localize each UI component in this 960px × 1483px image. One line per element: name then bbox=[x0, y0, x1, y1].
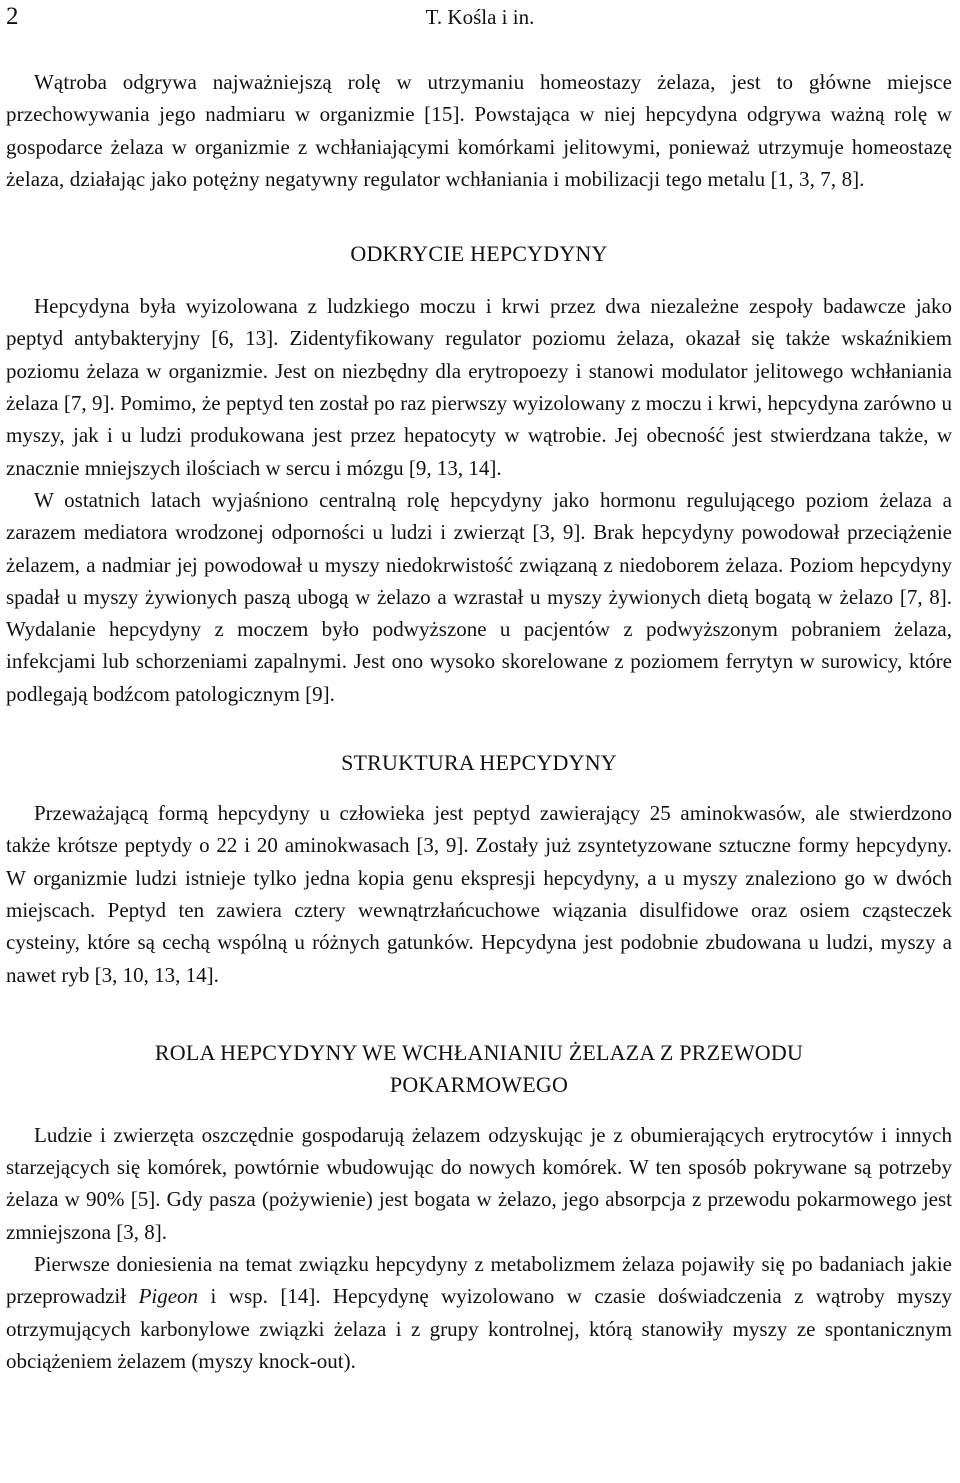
section-heading-structure: STRUKTURA HEPCYDYNY bbox=[341, 750, 617, 776]
body-paragraph: W ostatnich latach wyjaśniono centralną rolę hepcydyny jako hormonu regulującego poziom żelaza a zarazem mediatora wrodzonej odporności u ludzi i zwierząt [3, 9]. Brak hepcydyny powodował przeciążenie żelazem, a nadmiar jej powodował u myszy niedokrwistość związaną z niedoborem żelaza. Poziom hepcydyny spadał u myszy żywionych paszą ubogą w żelazo a wzrastał u myszy żywionych dietą bogatą w żelazo [7, 8]. Wydalanie hepcydyny z moczem było podwyższone u pacjentów z podwyższonym pobraniem żelaza, infekcjami lub schorzeniami zapalnymi. Jest ono wysoko skorelowane z poziomem ferrytyn w surowicy, które podlegają bodźcom patologicznym [9]. bbox=[6, 487, 952, 706]
section-heading-absorption bbox=[6, 1037, 952, 1101]
section-heading-discovery: ODKRYCIE HEPCYDYNY bbox=[350, 241, 608, 267]
text-run: i wsp. [14]. Hepcydynę wyizolowano w czasie doświadczenia z wątroby myszy otrzymujących karbonylowe związki żelaza i z grupy kontrolnej, którą stanowiły myszy ze spontanicznym obciążeniem żelazem (myszy knock-out). bbox=[6, 1284, 952, 1373]
body-paragraph: Hepcydyna była wyizolowana z ludzkiego moczu i krwi przez dwa niezależne zespoły badawcze jako peptyd antybakteryjny [6, 13]. Zidentyfikowany regulator poziomu żelaza, okazał się także wskaźnikiem poziomu żelaza w organizmie. Jest on niezbędny dla erytropoezy i stanowi modulator jelitowego wchłaniania żelaza [7, 9]. Pomimo, że peptyd ten został po raz pierwszy wyizolowany z moczu i krwi, hepcydyna zarówno u myszy, jak i u ludzi produkowana jest przez hepatocyty w wątrobie. Jej obecność jest stwierdzana także, w znacznie mniejszych ilościach w sercu i mózgu [9, 13, 14]. bbox=[6, 294, 952, 480]
body-paragraph bbox=[6, 1248, 952, 1377]
body-paragraph: Przeważającą formą hepcydyny u człowieka jest peptyd zawierający 25 aminokwasów, ale stwierdzono także krótsze peptydy o 22 i 20 aminokwasach [3, 9]. Zostały już zsyntetyzowane sztuczne formy hepcydyny. W organizmie ludzi istnieje tylko jedna kopia genu ekspresji hepcydyny, a u myszy znaleziono go w dwóch miejscach. Peptyd ten zawiera cztery wewnątrzłańcuchowe wiązania disulfidowe oraz osiem cząsteczek cysteiny, które są cechą wspólną u różnych gatunków. Hepcydyna jest podobnie zbudowana u ludzi, myszy a nawet ryb [3, 10, 13, 14]. bbox=[6, 801, 952, 987]
intro-paragraph: Wątroba odgrywa najważniejszą rolę w utrzymaniu homeostazy żelaza, jest to główne miejsce przechowywania jego nadmiaru w organizmie [15]. Powstająca w niej hepcydyna odgrywa ważną rolę w gospodarce żelaza w organizmie z wchłaniającymi komórkami jelitowymi, ponieważ utrzymuje homeostazę żelaza, działając jako potężny negatywny regulator wchłaniania i mobilizacji tego metalu [1, 3, 7, 8]. bbox=[6, 70, 952, 191]
body-paragraph: Ludzie i zwierzęta oszczędnie gospodarują żelazem odzyskując je z obumierających erytrocytów i innych starzejących się komórek, powtórnie wbudowując do nowych komórek. W ten sposób pokrywane są potrzeby żelaza w 90% [5]. Gdy pasza (pożywienie) jest bogata w żelazo, jego absorpcja z przewodu pokarmowego jest zmniejszona [3, 8]. bbox=[6, 1122, 952, 1244]
author-name-italic: Pigeon bbox=[138, 1284, 199, 1309]
text-run: Pierwsze doniesienia na temat związku hepcydyny z metabolizmem żelaza pojawiły się po badaniach jakie przeprowadził bbox=[6, 1252, 952, 1309]
page-header bbox=[0, 0, 960, 40]
running-head: T. Kośla i in. bbox=[425, 5, 535, 29]
section-heading-line: ROLA HEPCYDYNY WE WCHŁANIANIU ŻELAZA Z PRZEWODU bbox=[154, 1039, 804, 1065]
page-number: 2 bbox=[6, 3, 19, 30]
article-body bbox=[6, 66, 952, 1377]
section-heading-line: POKARMOWEGO bbox=[389, 1071, 569, 1097]
